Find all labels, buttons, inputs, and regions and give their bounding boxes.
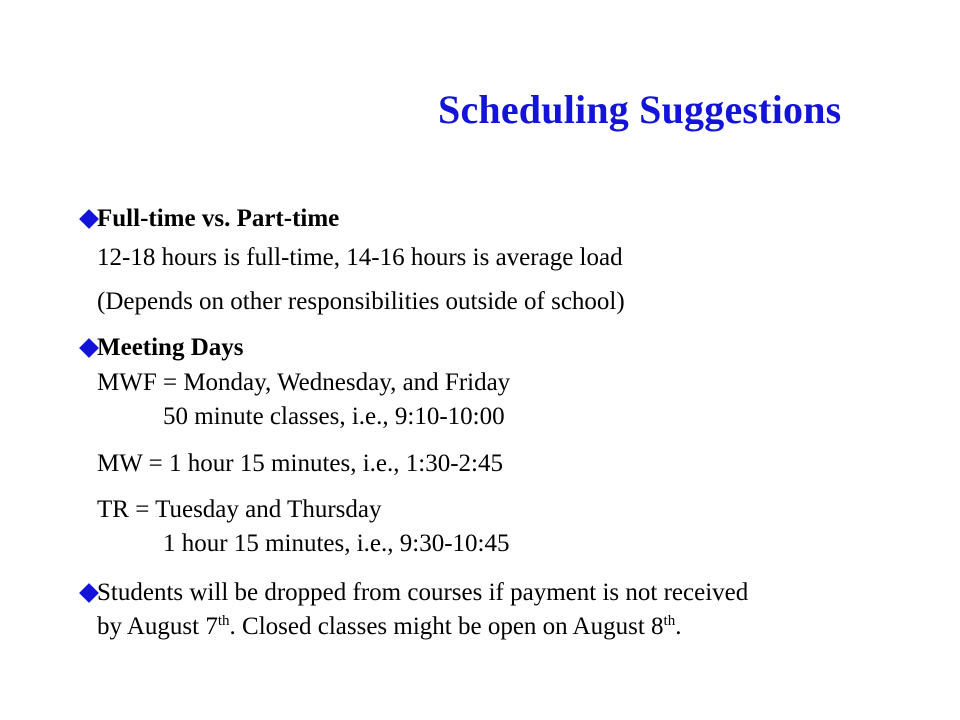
diamond-bullet-icon	[79, 338, 99, 358]
payment-notice-line	[97, 612, 681, 642]
payment-notice-text: by August 7	[97, 613, 218, 640]
section-line: MW = 1 hour 15 minutes, i.e., 1:30-2:45	[97, 450, 503, 477]
section-line: 50 minute classes, i.e., 9:10-10:00	[163, 403, 505, 430]
section-line: 1 hour 15 minutes, i.e., 9:30-10:45	[163, 530, 510, 557]
payment-notice-text: .	[675, 613, 682, 640]
payment-notice-text: . Closed classes might be open on August 8	[229, 613, 664, 640]
section-line: (Depends on other responsibilities outside of school)	[97, 288, 625, 315]
section-line: TR = Tuesday and Thursday	[97, 496, 382, 523]
diamond-bullet-icon	[79, 209, 99, 229]
section-line: MWF = Monday, Wednesday, and Friday	[97, 369, 511, 396]
section-line: 12-18 hours is full-time, 14-16 hours is average load	[97, 244, 623, 271]
slide-title: Scheduling Suggestions	[438, 87, 842, 132]
section-heading-full-time: Full-time vs. Part-time	[97, 205, 340, 232]
ordinal-suffix: th	[217, 613, 230, 629]
section-heading-meeting-days: Meeting Days	[97, 334, 244, 361]
payment-notice-line: Students will be dropped from courses if payment is not received	[97, 579, 749, 606]
diamond-bullet-icon	[79, 583, 99, 603]
ordinal-suffix: th	[663, 613, 676, 629]
